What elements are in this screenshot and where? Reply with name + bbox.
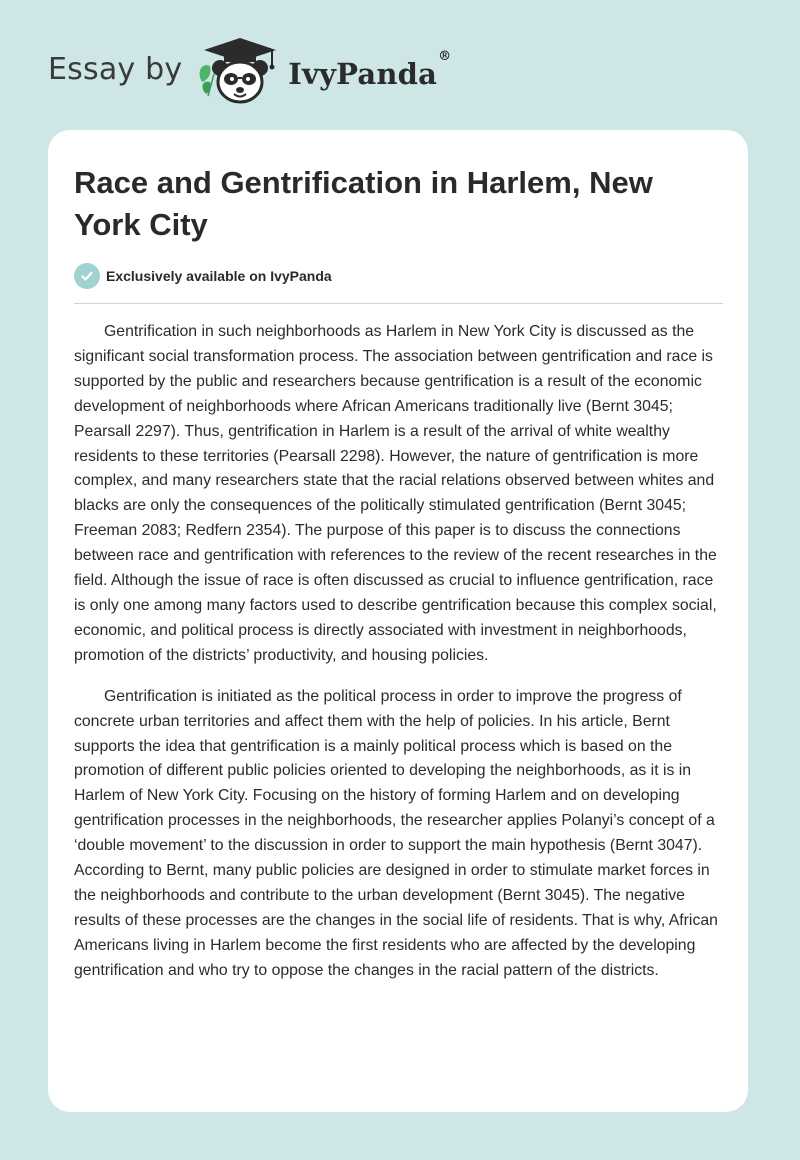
page-title: Race and Gentrification in Harlem, New York City [74, 165, 653, 242]
brand-name[interactable]: IvyPanda® [288, 49, 452, 91]
divider [74, 303, 723, 304]
registered-mark: ® [438, 49, 452, 64]
exclusive-badge [74, 263, 332, 289]
badge-label: Exclusively available on IvyPanda [106, 268, 332, 284]
site-header [48, 36, 451, 106]
essay-by-label: Essay by [48, 51, 183, 87]
essay-body [74, 320, 724, 1000]
check-circle-icon [74, 263, 100, 289]
paragraph: Gentrification in such neighborhoods as Harlem in New York City is discussed as the significant social transformation process. The association between gentrification and race is supported by the public and researchers because gentrification is a result of the economic development of neighborhoods where African Americans traditionally live (Bernt 3045; Pearsall 2297). Thus, gentrification in Harlem is a result of the arrival of white wealthy residents to these territories (Pearsall 2298). However, the nature of gentrification is more complex, and many researchers state that the racial relations observed between whites and blacks are only the consequences of the politically stimulated gentrification (Bernt 3045; Freeman 2083; Redfern 2354). The purpose of this paper is to discuss the connections between race and gentrification with references to the review of the recent researches in the field. Although the issue of race is often discussed as crucial to influence gentrification, race is only one among many factors used to describe gentrification because this complex social, economic, and political process is directly associated with investment in neighborhoods, promotion of the districts’ productivity, and housing policies. [74, 323, 717, 664]
paragraph: Gentrification is initiated as the political process in order to improve the progress of concrete urban territories and affect them with the help of policies. In his article, Bernt supports the idea that gentrification is a mainly political process which is based on the promotion of different public policies oriented to developing the neighborhoods, as it is in Harlem of New York City. Focusing on the history of forming Harlem and on developing gentrification processes in the neighborhoods, the researcher applies Polanyi’s concept of a ‘double movement’ to the discussion in order to support the main hypothesis (Bernt 3047). According to Bernt, many public policies are designed in order to stimulate market forces in the neighborhoods and contribute to the urban development (Bernt 3045). The negative results of these processes are the changes in the social life of residents. That is why, African Americans living in Harlem become the first residents who are affected by the developing gentrification and who try to oppose the changes in the racial pattern of the districts. [74, 687, 718, 979]
essay-card [48, 130, 748, 1112]
panda-graduate-icon[interactable] [196, 36, 282, 106]
